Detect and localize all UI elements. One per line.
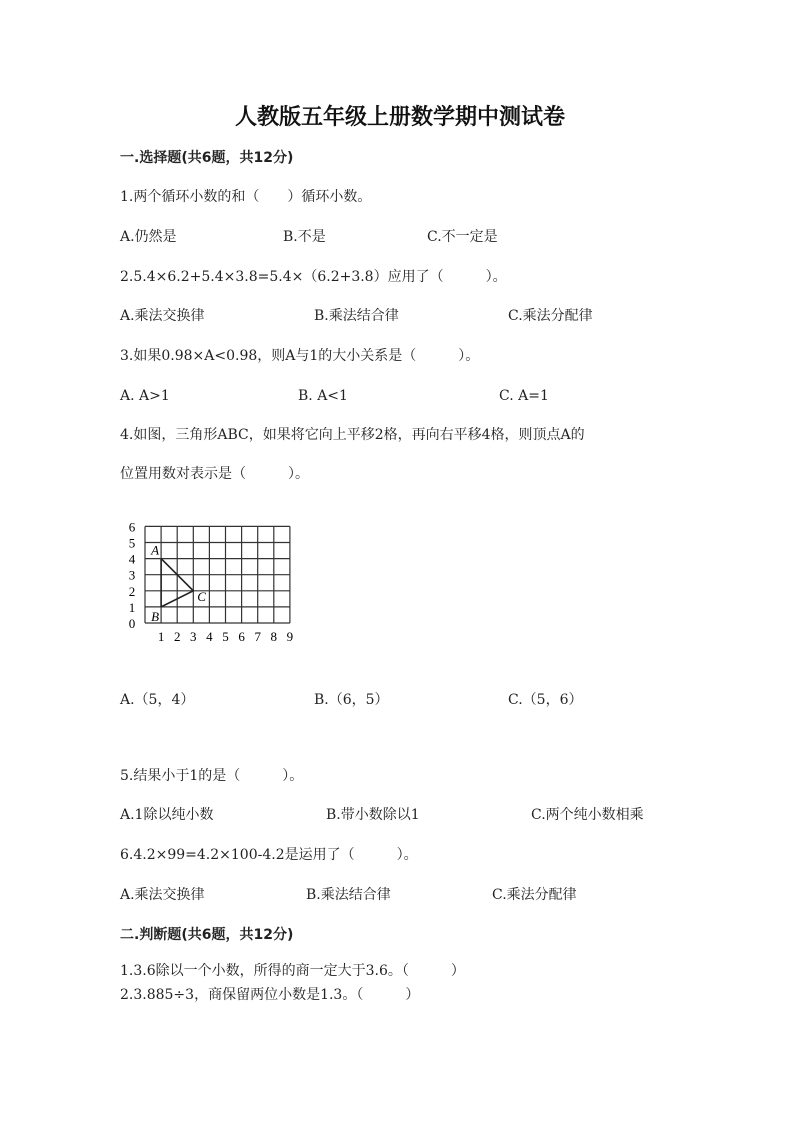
question-2: 2.5.4×6.2+5.4×3.8=5.4×（6.2+3.8）应用了（ ）。 bbox=[120, 269, 507, 285]
option-c: C.两个纯小数相乘 bbox=[531, 807, 644, 823]
x-tick-label: 3 bbox=[190, 629, 197, 644]
section-heading-choice: 一.选择题(共6题，共12分) bbox=[120, 150, 294, 166]
question-3: 3.如果0.98×A<0.98，则A与1的大小关系是（ ）。 bbox=[120, 348, 480, 364]
option-a: A. A>1 bbox=[120, 388, 170, 404]
question-4: 4.如图，三角形ABC，如果将它向上平移2格，再向右平移4格，则顶点A的 bbox=[120, 427, 585, 443]
question-6: 6.4.2×99=4.2×100-4.2是运用了（ ）。 bbox=[120, 847, 418, 863]
x-tick-label: 7 bbox=[254, 629, 261, 644]
option-c: C.乘法分配律 bbox=[508, 308, 593, 324]
point-label-c: C bbox=[197, 588, 206, 604]
section-heading-judge: 二.判断题(共6题，共12分) bbox=[120, 927, 294, 943]
judge-question-1: 1.3.6除以一个小数，所得的商一定大于3.6。（ ） bbox=[120, 963, 465, 979]
question-5: 5.结果小于1的是（ ）。 bbox=[120, 768, 304, 784]
y-tick-label: 2 bbox=[128, 583, 136, 599]
x-tick-label: 2 bbox=[173, 629, 181, 644]
option-c: C. A=1 bbox=[499, 388, 549, 404]
y-tick-label: 0 bbox=[128, 616, 136, 631]
option-a: A.乘法交换律 bbox=[120, 887, 205, 903]
judge-question-2: 2.3.885÷3，商保留两位小数是1.3。（ ） bbox=[120, 987, 420, 1003]
option-c: C.（5，6） bbox=[508, 692, 583, 708]
option-c: C.乘法分配律 bbox=[492, 887, 577, 903]
question-4-cont: 位置用数对表示是（ ）。 bbox=[120, 466, 309, 482]
option-a: A.（5，4） bbox=[120, 692, 195, 708]
coordinate-grid-figure bbox=[125, 515, 315, 650]
y-tick-label: 6 bbox=[128, 519, 136, 535]
option-b: B.（6，5） bbox=[314, 692, 389, 708]
x-tick-label: 4 bbox=[206, 629, 213, 644]
option-b: B.乘法结合律 bbox=[306, 887, 391, 903]
y-tick-label: 5 bbox=[128, 535, 136, 551]
option-b: B.不是 bbox=[283, 229, 326, 245]
x-tick-label: 8 bbox=[270, 629, 278, 644]
option-a: A.乘法交换律 bbox=[120, 308, 205, 324]
option-a: A.仍然是 bbox=[120, 229, 177, 245]
x-tick-label: 1 bbox=[157, 629, 165, 644]
y-tick-label: 1 bbox=[128, 599, 136, 615]
option-b: B.乘法结合律 bbox=[314, 308, 399, 324]
y-tick-label: 3 bbox=[128, 567, 136, 583]
page-title: 人教版五年级上册数学期中测试卷 bbox=[234, 104, 565, 130]
x-tick-label: 9 bbox=[286, 629, 294, 644]
option-a: A.1除以纯小数 bbox=[120, 807, 214, 823]
point-label-b: B bbox=[151, 608, 160, 624]
y-tick-label: 4 bbox=[128, 551, 136, 567]
x-tick-label: 6 bbox=[238, 629, 245, 644]
x-tick-label: 5 bbox=[222, 629, 229, 644]
point-label-a: A bbox=[151, 542, 160, 558]
option-b: B. A<1 bbox=[298, 388, 348, 404]
option-c: C.不一定是 bbox=[427, 229, 498, 245]
question-1: 1.两个循环小数的和（ ）循环小数。 bbox=[120, 189, 372, 205]
option-b: B.带小数除以1 bbox=[326, 807, 420, 823]
